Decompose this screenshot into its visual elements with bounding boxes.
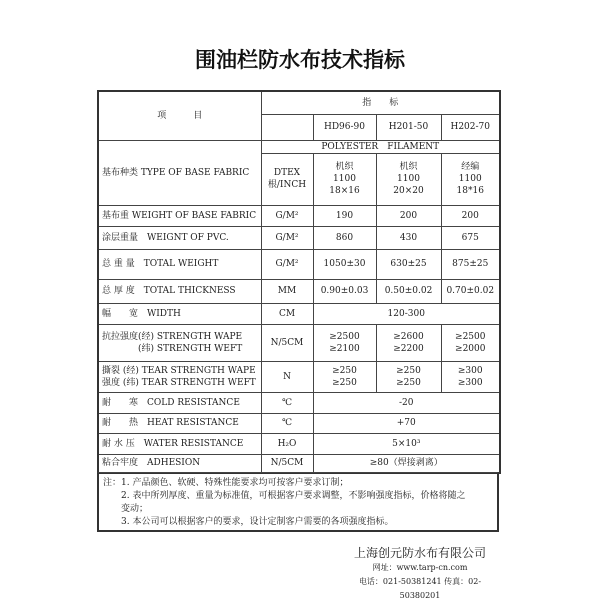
company-name: 上海创元防水布有限公司: [353, 546, 486, 560]
contact: 电话：021-50381241 传真：02-50380201: [358, 577, 482, 600]
material-row: [98, 140, 500, 153]
unit-cell: H₂O: [261, 433, 313, 454]
table-row: [98, 361, 500, 392]
value-cell: 430: [376, 226, 441, 249]
value-cell: 机织 1100 20×20: [376, 153, 441, 205]
unit-cell: ℃: [261, 392, 313, 413]
value-cell: ≥80（焊接剥离）: [313, 454, 500, 473]
value-cell: 120-300: [313, 303, 500, 324]
table-row: [98, 433, 500, 454]
unit-cell: G/M²: [261, 205, 313, 226]
unit-cell: N/5CM: [261, 324, 313, 361]
value-cell: 200: [441, 205, 500, 226]
model-2: H201-50: [376, 114, 441, 140]
row-label: 基布重 WEIGHT OF BASE FABRIC: [98, 205, 261, 226]
row-label: 总 厚 度 TOTAL THICKNESS: [98, 279, 261, 303]
table-row: [98, 205, 500, 226]
unit-cell: G/M²: [261, 226, 313, 249]
value-cell: 860: [313, 226, 376, 249]
value-cell: 875±25: [441, 249, 500, 279]
row-label: 撕裂 (经) TEAR STRENGTH WAPE 强度 (纬) TEAR STRENGTH WEFT: [98, 361, 261, 392]
note-3: 3. 本公司可以根据客户的要求，设计定制客户需要的各项强度指标。: [121, 517, 394, 527]
company-footer: [340, 545, 500, 603]
value-cell: 1050±30: [313, 249, 376, 279]
note-2-cont: 变动；: [121, 504, 149, 514]
table-row: [98, 226, 500, 249]
item-header: 项 目: [98, 91, 261, 140]
model-1: HD96-90: [313, 114, 376, 140]
row-label: 耐 热 HEAT RESISTANCE: [98, 413, 261, 433]
value-cell: 200: [376, 205, 441, 226]
table-row: [98, 303, 500, 324]
notes-box: [97, 472, 499, 532]
table-row: [98, 279, 500, 303]
value-cell: 0.90±0.03: [313, 279, 376, 303]
unit-cell: MM: [261, 279, 313, 303]
note-2: 2. 表中所列厚度、重量为标准值，可根据客户要求调整，不影响强度指标，价格将随之: [121, 491, 466, 501]
value-cell: ≥2600 ≥2200: [376, 324, 441, 361]
row-label: 总 重 量 TOTAL WEIGHT: [98, 249, 261, 279]
row-label: 涂层重量 WEIGNT OF PVC.: [98, 226, 261, 249]
table-row: [98, 392, 500, 413]
value-cell: 675: [441, 226, 500, 249]
value-cell: ≥250 ≥250: [313, 361, 376, 392]
website: 网址：www.tarp-cn.com: [372, 563, 468, 572]
unit-cell: ℃: [261, 413, 313, 433]
unit-cell: N/5CM: [261, 454, 313, 473]
table-row: [98, 454, 500, 473]
row-label: 抗拉强度(经) STRENGTH WAPE (纬) STRENGTH WEFT: [98, 324, 261, 361]
material-cell: POLYESTER FILAMENT: [261, 140, 500, 153]
row-label: 耐 寒 COLD RESISTANCE: [98, 392, 261, 413]
value-cell: ≥250 ≥250: [376, 361, 441, 392]
value-cell: -20: [313, 392, 500, 413]
unit-cell: G/M²: [261, 249, 313, 279]
value-cell: 630±25: [376, 249, 441, 279]
value-cell: 190: [313, 205, 376, 226]
unit-cell: DTEX 根/INCH: [261, 153, 313, 205]
value-cell: ≥300 ≥300: [441, 361, 500, 392]
spec-table: [97, 90, 501, 474]
value-cell: 经编 1100 18*16: [441, 153, 500, 205]
value-cell: ≥2500 ≥2100: [313, 324, 376, 361]
table-row: [98, 413, 500, 433]
value-cell: 0.50±0.02: [376, 279, 441, 303]
value-cell: +70: [313, 413, 500, 433]
value-cell: 机织 1100 18×16: [313, 153, 376, 205]
table-row: [98, 324, 500, 361]
table-row: [98, 249, 500, 279]
row-label: 耐 水 压 WATER RESISTANCE: [98, 433, 261, 454]
document-title: 围油栏防水布技术指标: [195, 48, 405, 72]
model-3: H202-70: [441, 114, 500, 140]
row-label: 幅 宽 WIDTH: [98, 303, 261, 324]
row-label: 粘合牢度 ADHESION: [98, 454, 261, 473]
note-1: 注：1. 产品颜色、软硬、特殊性能要求均可按客户要求订制；: [103, 478, 349, 488]
row-label: 基布种类 TYPE OF BASE FABRIC: [98, 140, 261, 205]
index-header: 指 标: [261, 91, 500, 114]
value-cell: 0.70±0.02: [441, 279, 500, 303]
unit-cell: N: [261, 361, 313, 392]
value-cell: ≥2500 ≥2000: [441, 324, 500, 361]
empty-cell: [261, 114, 313, 140]
header-row: [98, 91, 500, 114]
unit-cell: CM: [261, 303, 313, 324]
value-cell: 5×10³: [313, 433, 500, 454]
